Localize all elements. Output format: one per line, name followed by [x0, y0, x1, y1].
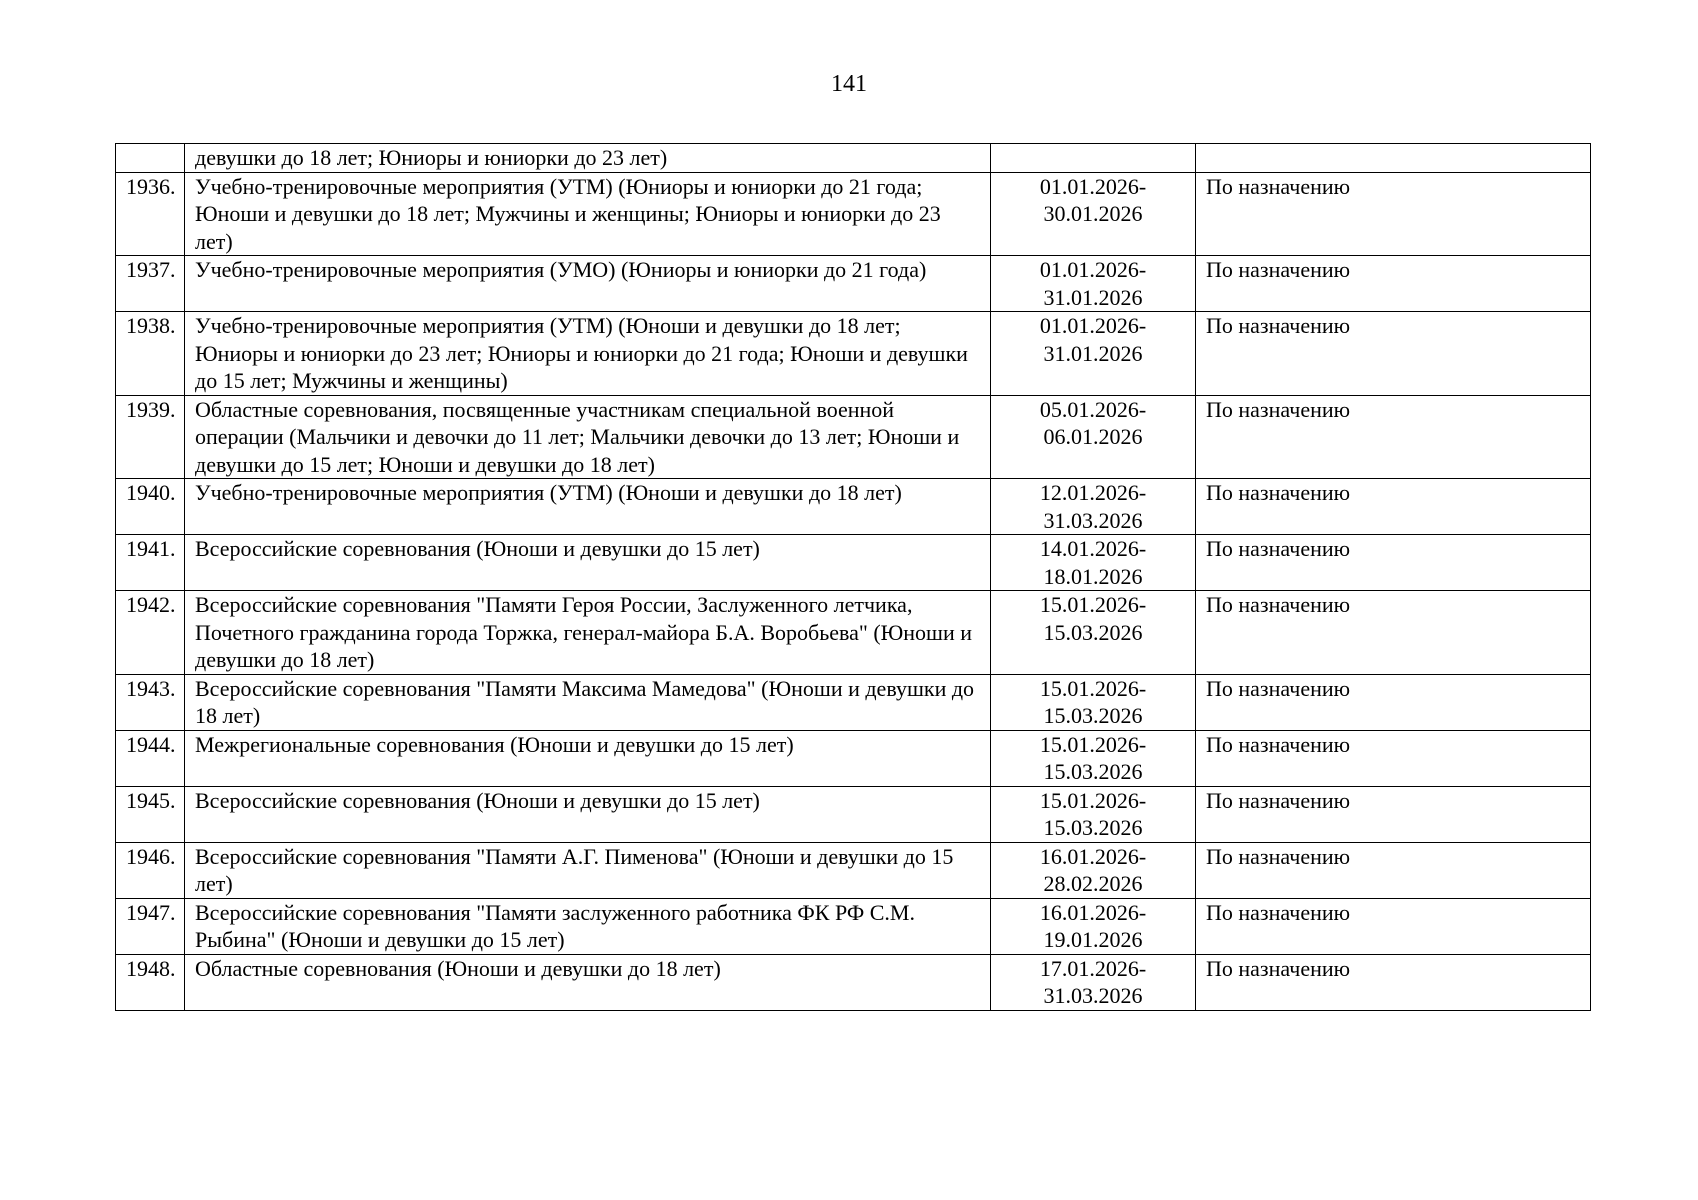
event-dates — [991, 172, 1196, 256]
row-number: 1942. — [116, 591, 185, 675]
table-row — [116, 479, 1591, 535]
event-place: По назначению — [1196, 591, 1591, 675]
table-row — [116, 786, 1591, 842]
row-number: 1937. — [116, 256, 185, 312]
event-place: По назначению — [1196, 842, 1591, 898]
row-number: 1944. — [116, 730, 185, 786]
event-dates — [991, 591, 1196, 675]
event-dates — [991, 395, 1196, 479]
date-from: 14.01.2026- — [1039, 536, 1147, 561]
event-description: Учебно-тренировочные мероприятия (УМО) (Юниоры и юниорки до 21 года) — [185, 256, 991, 312]
table-row — [116, 730, 1591, 786]
date-to: 19.01.2026 — [1043, 927, 1143, 952]
row-number: 1936. — [116, 172, 185, 256]
event-description: Всероссийские соревнования "Памяти Максима Мамедова" (Юноши и девушки до 18 лет) — [185, 674, 991, 730]
event-description: Всероссийские соревнования "Памяти заслуженного работника ФК РФ С.М. Рыбина" (Юноши и девушки до 15 лет) — [185, 898, 991, 954]
event-dates — [991, 842, 1196, 898]
event-description: Областные соревнования (Юноши и девушки до 18 лет) — [185, 954, 991, 1010]
event-place: По назначению — [1196, 674, 1591, 730]
date-to: 31.01.2026 — [1043, 340, 1143, 366]
event-description: Учебно-тренировочные мероприятия (УТМ) (Юноши и девушки до 18 лет) — [185, 479, 991, 535]
event-place: По назначению — [1196, 479, 1591, 535]
date-to: 15.03.2026 — [1043, 815, 1143, 840]
event-dates — [991, 535, 1196, 591]
date-from: 01.01.2026- — [1039, 257, 1147, 282]
date-from: 15.01.2026- — [1039, 731, 1147, 757]
events-table — [115, 143, 1591, 1011]
table-row — [116, 954, 1591, 1010]
row-number — [116, 144, 185, 173]
date-to: 15.03.2026 — [1043, 619, 1143, 645]
row-number: 1948. — [116, 954, 185, 1010]
date-from: 15.01.2026- — [1039, 592, 1147, 617]
date-from: 15.01.2026- — [1039, 675, 1147, 701]
row-number: 1943. — [116, 674, 185, 730]
event-place: По назначению — [1196, 730, 1591, 786]
date-from: 01.01.2026- — [1039, 173, 1147, 199]
date-to: 18.01.2026 — [1043, 563, 1143, 589]
event-place: По назначению — [1196, 256, 1591, 312]
date-to: 30.01.2026 — [1043, 201, 1143, 226]
page-number: 141 — [831, 71, 867, 97]
table-row — [116, 898, 1591, 954]
event-dates — [991, 730, 1196, 786]
event-description: Учебно-тренировочные мероприятия (УТМ) (Юниоры и юниорки до 21 года; Юноши и девушки до 18 лет; Мужчины и женщины; Юниоры и юниорки до 23 лет) — [185, 172, 991, 256]
event-place: По назначению — [1196, 954, 1591, 1010]
event-dates — [991, 479, 1196, 535]
event-description: девушки до 18 лет; Юниоры и юниорки до 23 лет) — [185, 144, 991, 173]
event-place: По назначению — [1196, 395, 1591, 479]
table-row — [116, 674, 1591, 730]
row-number: 1939. — [116, 395, 185, 479]
date-from: 15.01.2026- — [1039, 787, 1147, 813]
event-description: Всероссийские соревнования "Памяти А.Г. Пименова" (Юноши и девушки до 15 лет) — [185, 842, 991, 898]
event-place: По назначению — [1196, 172, 1591, 256]
date-to: 15.03.2026 — [1043, 703, 1143, 728]
event-description: Областные соревнования, посвященные участникам специальной военной операции (Мальчики и девочки до 11 лет; Мальчики девочки до 13 лет; Юноши и девушки до 15 лет; Юноши и девушки до 18 лет) — [185, 395, 991, 479]
row-number: 1947. — [116, 898, 185, 954]
table-row — [116, 144, 1591, 173]
table-row — [116, 395, 1591, 479]
event-description: Всероссийские соревнования "Памяти Героя России, Заслуженного летчика, Почетного гражданина города Торжка, генерал-майора Б.А. Воробьева" (Юноши и девушки до 18 лет) — [185, 591, 991, 675]
event-dates — [991, 954, 1196, 1010]
event-description: Межрегиональные соревнования (Юноши и девушки до 15 лет) — [185, 730, 991, 786]
date-from: 17.01.2026- — [1039, 955, 1147, 981]
table-row — [116, 535, 1591, 591]
date-from: 01.01.2026- — [1039, 313, 1147, 338]
event-dates — [991, 786, 1196, 842]
event-description: Всероссийские соревнования (Юноши и девушки до 15 лет) — [185, 535, 991, 591]
event-description: Учебно-тренировочные мероприятия (УТМ) (Юноши и девушки до 18 лет; Юниоры и юниорки до 23 лет; Юниоры и юниорки до 21 года; Юноши и девушки до 15 лет; Мужчины и женщины) — [185, 312, 991, 396]
event-dates — [991, 898, 1196, 954]
date-to: 28.02.2026 — [1043, 871, 1143, 896]
table-row — [116, 256, 1591, 312]
event-place — [1196, 144, 1591, 173]
row-number: 1938. — [116, 312, 185, 396]
date-to: 31.03.2026 — [1043, 507, 1143, 533]
event-place: По назначению — [1196, 535, 1591, 591]
event-description: Всероссийские соревнования (Юноши и девушки до 15 лет) — [185, 786, 991, 842]
table-row — [116, 591, 1591, 675]
row-number: 1940. — [116, 479, 185, 535]
event-dates — [991, 312, 1196, 396]
event-dates — [991, 256, 1196, 312]
event-dates — [991, 674, 1196, 730]
table-row — [116, 312, 1591, 396]
row-number: 1946. — [116, 842, 185, 898]
date-from: 05.01.2026- — [1039, 396, 1147, 422]
table-row — [116, 842, 1591, 898]
date-to: 15.03.2026 — [1043, 759, 1143, 784]
date-from: 16.01.2026- — [1039, 843, 1147, 869]
event-place: По назначению — [1196, 312, 1591, 396]
event-dates — [991, 144, 1196, 173]
date-to: 31.01.2026 — [1043, 284, 1143, 310]
date-to: 06.01.2026 — [1043, 424, 1143, 449]
event-place: По назначению — [1196, 898, 1591, 954]
event-place: По назначению — [1196, 786, 1591, 842]
date-from: 12.01.2026- — [1039, 480, 1147, 505]
row-number: 1941. — [116, 535, 185, 591]
table-row — [116, 172, 1591, 256]
row-number: 1945. — [116, 786, 185, 842]
date-from: 16.01.2026- — [1039, 899, 1147, 925]
date-to: 31.03.2026 — [1043, 983, 1143, 1008]
